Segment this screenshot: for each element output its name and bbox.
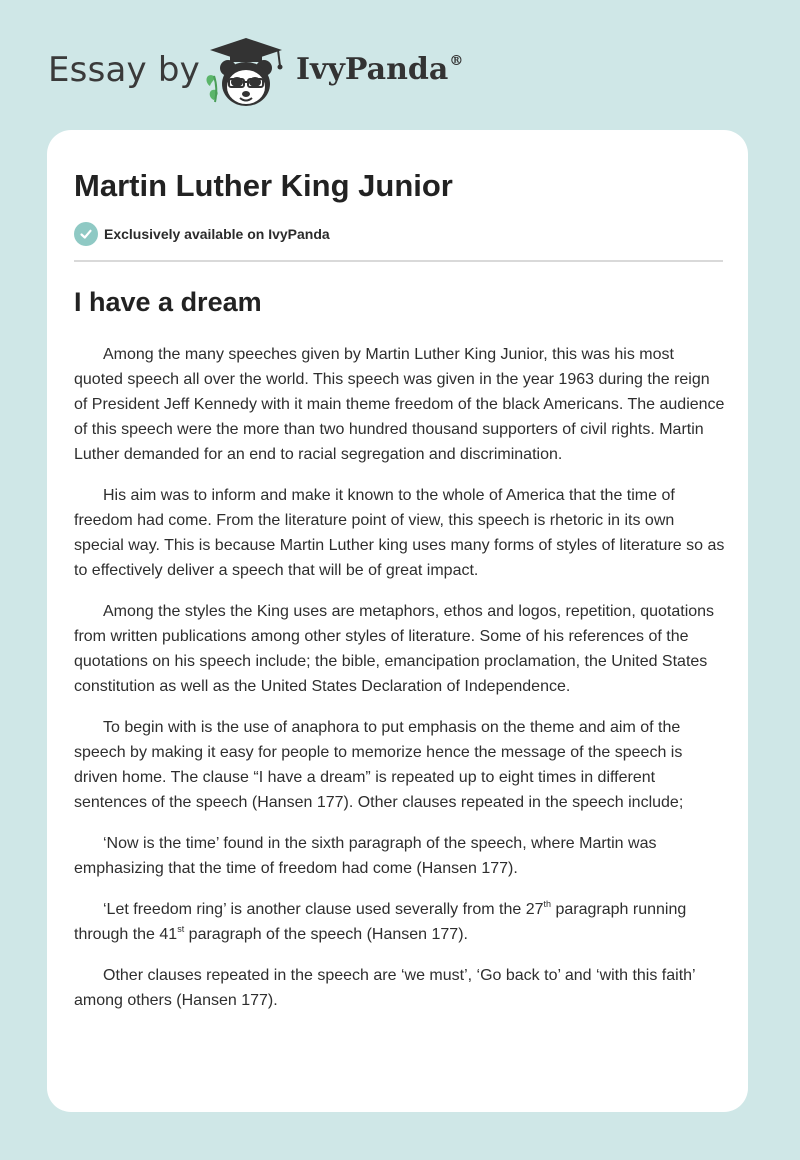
- paragraph-6: [74, 897, 726, 947]
- essay-body: [74, 342, 726, 1029]
- ordinal-suffix: st: [177, 924, 185, 934]
- paragraph-6-part-c: paragraph of the speech (Hansen 177).: [184, 926, 468, 943]
- panda-graduate-icon[interactable]: [200, 36, 292, 110]
- paragraph-7: Other clauses repeated in the speech are ‘we must’, ‘Go back to’ and ‘with this faith’ among others (Hansen 177).: [74, 967, 696, 1009]
- site-header: [0, 0, 800, 120]
- brand-name: IvyPanda: [296, 52, 449, 87]
- divider: [74, 260, 723, 262]
- essay-by-label: Essay by: [48, 50, 200, 90]
- essay-card: [47, 130, 748, 1112]
- check-circle-icon: [74, 222, 98, 246]
- paragraph-2: His aim was to inform and make it known to the whole of America that the time of freedom had come. From the literature point of view, this speech is rhetoric in its own special way. This is because Martin Luther king uses many forms of styles of literature so as to effectively deliver a speech that will be of great impact.: [74, 487, 725, 579]
- registered-mark: ®: [449, 53, 464, 69]
- brand-logo-text[interactable]: [296, 52, 463, 87]
- paragraph-6-part-b: paragraph running through the 41: [74, 901, 687, 943]
- exclusive-badge: [74, 222, 330, 246]
- ordinal-suffix: th: [543, 899, 552, 909]
- paragraph-3: Among the styles the King uses are metaphors, ethos and logos, repetition, quotations from written publications among other styles of literature. Some of his references of the quotations on his speech include; the bible, emancipation proclamation, the United States constitution as well as the United States Declaration of Independence.: [74, 603, 715, 695]
- section-heading: I have a dream: [74, 287, 262, 317]
- paragraph-1: Among the many speeches given by Martin Luther King Junior, this was his most quoted speech all over the world. This speech was given in the year 1963 during the reign of President Jeff Kennedy with it main theme freedom of the black Americans. The audience of this speech were the more than two hundred thousand supporters of civil rights. Martin Luther demanded for an end to racial segregation and discrimination.: [74, 346, 725, 463]
- paragraph-4: To begin with is the use of anaphora to put emphasis on the theme and aim of the speech by making it easy for people to memorize hence the message of the speech is driven home. The clause “I have a dream” is repeated up to eight times in different sentences of the speech (Hansen 177). Other clauses repeated in the speech include;: [74, 719, 684, 811]
- paragraph-5: ‘Now is the time’ found in the sixth paragraph of the speech, where Martin was emphasizing that the time of freedom had come (Hansen 177).: [74, 835, 657, 877]
- page-title: Martin Luther King Junior: [74, 168, 453, 203]
- paragraph-6-part-a: ‘Let freedom ring’ is another clause used severally from the 27: [103, 901, 544, 918]
- exclusive-badge-label: Exclusively available on IvyPanda: [104, 226, 330, 242]
